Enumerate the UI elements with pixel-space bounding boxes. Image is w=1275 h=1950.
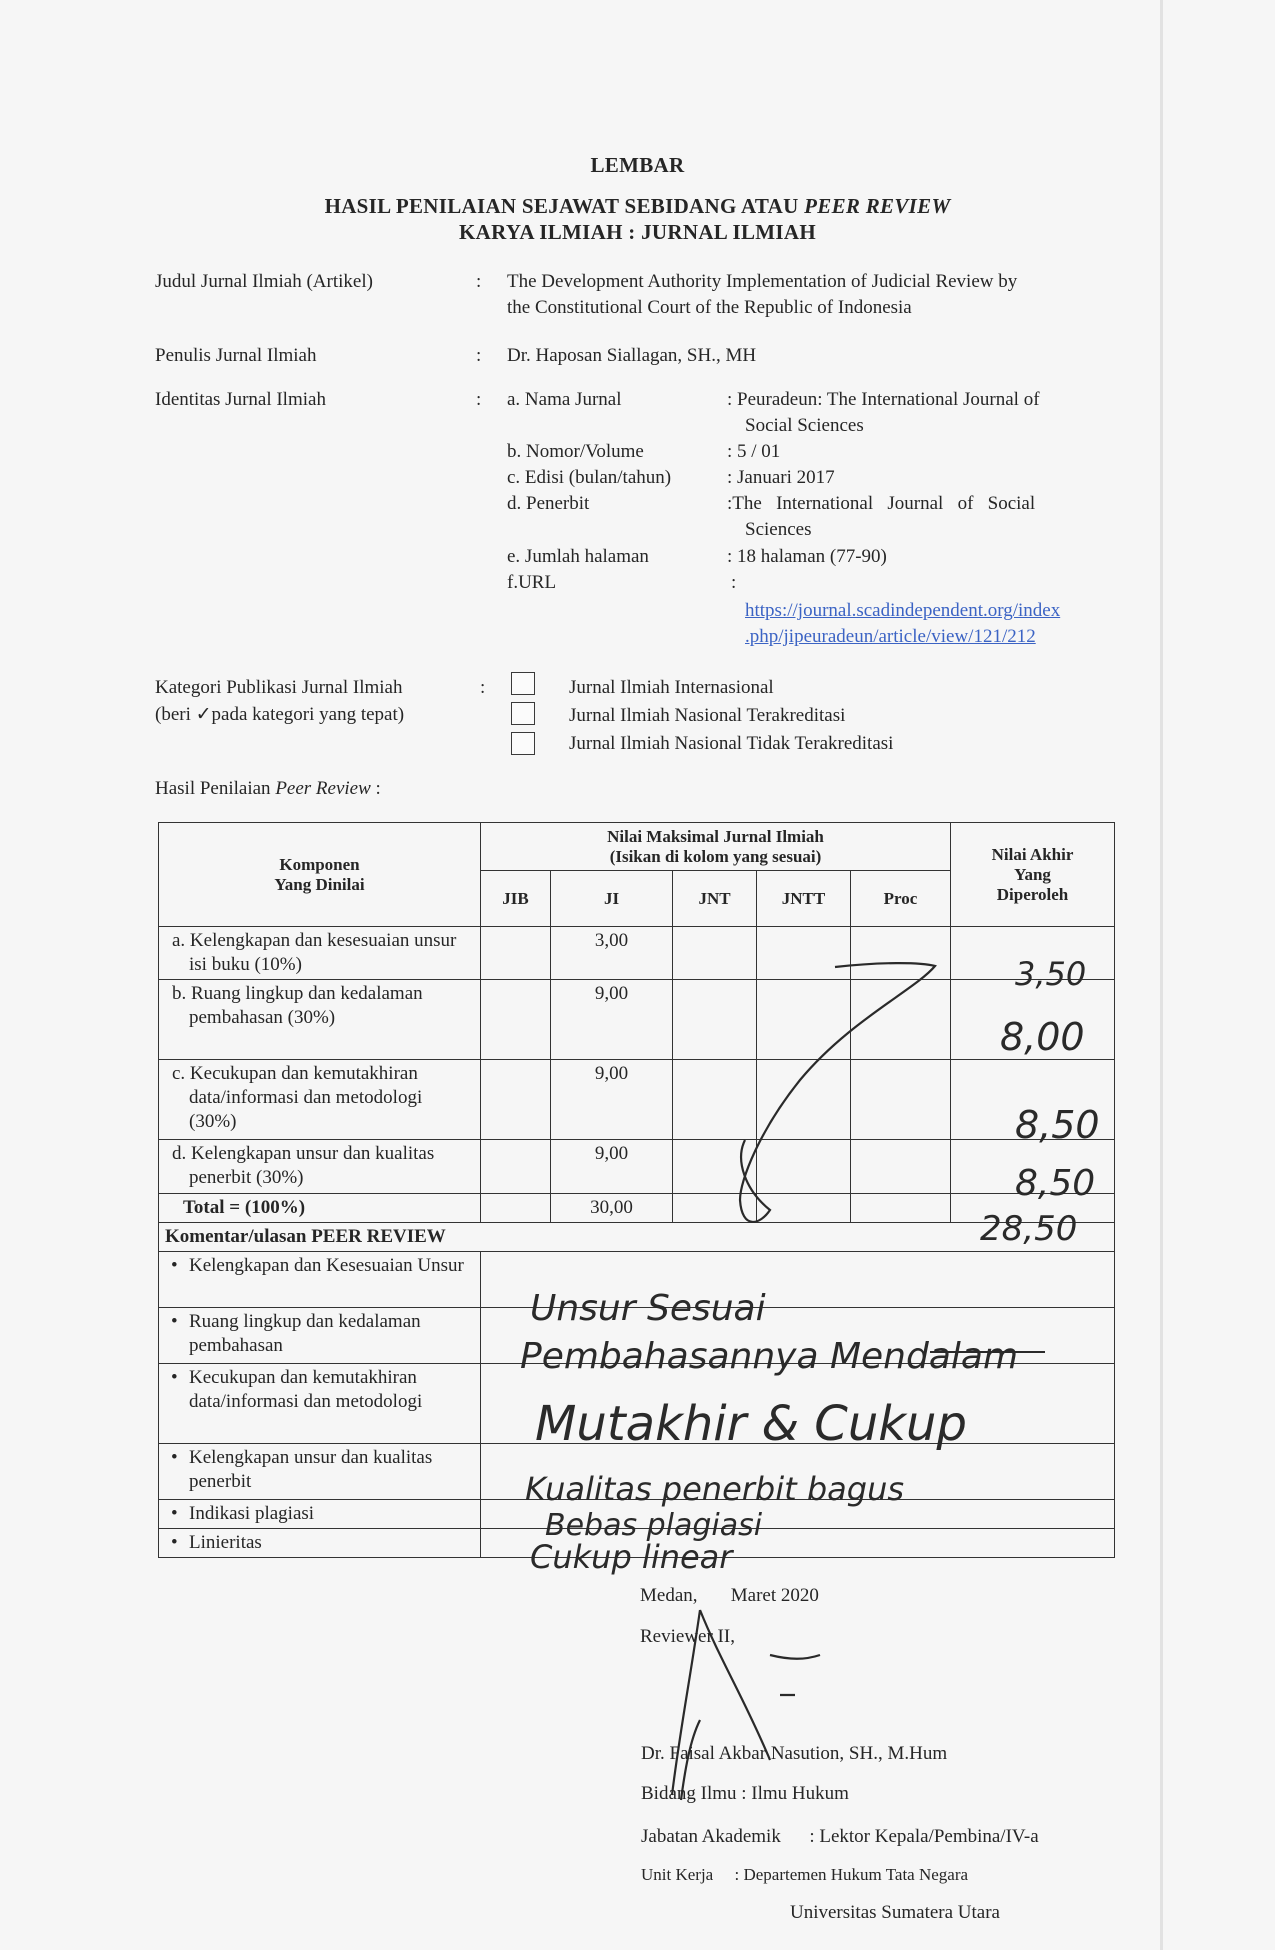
identitas-a-label: a. Nama Jurnal: [507, 389, 622, 410]
komentar-label-1: • Kelengkapan dan Kesesuaian Unsur: [165, 1254, 474, 1278]
komentar-header: Komentar/ulasan PEER REVIEW: [159, 1223, 1115, 1252]
subheader-jnt: JNT: [673, 871, 757, 927]
bidang-ilmu: Bidang Ilmu : Ilmu Hukum: [641, 1783, 849, 1804]
table-row: [159, 1140, 1115, 1194]
reviewer-name: Dr. Faisal Akbar Nasution, SH., M.Hum: [641, 1743, 948, 1764]
checkbox-internasional[interactable]: [511, 672, 535, 695]
identitas-e-label: e. Jumlah halaman: [507, 546, 649, 567]
komentar-row: [159, 1500, 1115, 1529]
handwritten-komentar-6: Cukup linear: [530, 1538, 733, 1576]
kategori-colon: :: [480, 677, 486, 698]
komentar-label-2: • Ruang lingkup dan kedalaman pembahasan: [165, 1310, 474, 1358]
doc-title-lembar: LEMBAR: [590, 153, 685, 177]
handwritten-nilai-b: 8,00: [1000, 1015, 1085, 1059]
handwritten-nilai-a: 3,50: [1015, 955, 1087, 993]
doc-title-karya: KARYA ILMIAH : JURNAL ILMIAH: [459, 220, 816, 244]
kategori-option-3: Jurnal Ilmiah Nasional Tidak Terakreditasi: [569, 733, 894, 754]
subheader-jib: JIB: [481, 871, 551, 927]
handwritten-total: 28,50: [980, 1209, 1078, 1249]
kategori-option-1: Jurnal Ilmiah Internasional: [569, 677, 774, 698]
komentar-row: [159, 1529, 1115, 1558]
row-ji-c: 9,00: [551, 1060, 673, 1140]
kategori-option-2: Jurnal Ilmiah Nasional Terakreditasi: [569, 705, 846, 726]
nilai-maksimal-header: Nilai Maksimal Jurnal Ilmiah (Isikan di kolom yang sesuai): [481, 823, 951, 871]
kategori-label-line2: (beri ✓pada kategori yang tepat): [155, 704, 405, 725]
table-row: [159, 980, 1115, 1060]
identitas-f-label: f.URL: [507, 572, 557, 593]
total-label: Total = (100%): [159, 1194, 481, 1223]
checkbox-nasional-terakreditasi[interactable]: [511, 702, 535, 725]
universitas: Universitas Sumatera Utara: [790, 1902, 1000, 1923]
judul-label: Judul Jurnal Ilmiah (Artikel): [155, 271, 373, 292]
journal-url-line2[interactable]: .php/jipeuradeun/article/view/121/212: [745, 626, 1036, 647]
judul-colon: :: [476, 271, 482, 292]
handwritten-komentar-2: Pembahasannya Mendalam: [520, 1336, 1019, 1377]
identitas-d-value1: :The International Journal of Social: [727, 493, 1036, 514]
komentar-label-3: • Kecukupan dan kemutakhiran data/informasi dan metodologi: [165, 1366, 474, 1414]
row-label-d: d. Kelengkapan unsur dan kualitas penerbit (30%): [172, 1143, 435, 1188]
subheader-proc: Proc: [851, 871, 951, 927]
judul-value-line1: The Development Authority Implementation of Judicial Review by: [507, 271, 1018, 292]
jabatan-akademik: Jabatan Akademik : Lektor Kepala/Pembina/IV-a: [641, 1826, 1039, 1847]
row-ji-d: 9,00: [551, 1140, 673, 1194]
handwritten-komentar-4: Kualitas penerbit bagus: [525, 1470, 905, 1508]
identitas-f-colon: :: [731, 572, 737, 593]
subheader-ji: JI: [551, 871, 673, 927]
handwritten-komentar-1: Unsur Sesuai: [530, 1288, 766, 1329]
komentar-label-5: • Indikasi plagiasi: [165, 1502, 474, 1526]
komentar-row: [159, 1364, 1115, 1444]
doc-title-hasil: HASIL PENILAIAN SEJAWAT SEBIDANG ATAU PEER REVIEW: [324, 194, 951, 218]
journal-url-line1[interactable]: https://journal.scadindependent.org/index: [745, 600, 1061, 621]
identitas-label: Identitas Jurnal Ilmiah: [155, 389, 326, 410]
komponen-header: Komponen Yang Dinilai: [159, 823, 481, 927]
row-label-b: b. Ruang lingkup dan kedalaman pembahasan (30%): [172, 983, 423, 1028]
review-table: [158, 822, 1115, 1558]
handwritten-nilai-d: 8,50: [1015, 1163, 1096, 1204]
komentar-label-6: • Linieritas: [165, 1531, 474, 1555]
nilai-akhir-header: Nilai Akhir Yang Diperoleh: [951, 823, 1115, 927]
table-row: [159, 1060, 1115, 1140]
scan-edge: [1160, 0, 1163, 1950]
kategori-label-line1: Kategori Publikasi Jurnal Ilmiah: [155, 677, 403, 698]
identitas-e-value: : 18 halaman (77-90): [727, 546, 887, 567]
hasil-label: Hasil Penilaian Peer Review :: [155, 778, 381, 799]
identitas-b-label: b. Nomor/Volume: [507, 441, 644, 462]
judul-value-line2: the Constitutional Court of the Republic of Indonesia: [507, 297, 912, 318]
place-date: Medan, Maret 2020: [640, 1585, 819, 1606]
row-ji-b: 9,00: [551, 980, 673, 1060]
identitas-d-value2: Sciences: [745, 519, 812, 540]
checkbox-nasional-tidak-terakreditasi[interactable]: [511, 732, 535, 755]
identitas-c-label: c. Edisi (bulan/tahun): [507, 467, 672, 488]
komentar-row: [159, 1308, 1115, 1364]
penulis-colon: :: [476, 345, 482, 366]
handwritten-nilai-c: 8,50: [1015, 1103, 1100, 1147]
identitas-colon: :: [476, 389, 482, 410]
identitas-c-value: : Januari 2017: [727, 467, 835, 488]
identitas-a-value1: : Peuradeun: The International Journal of: [727, 389, 1040, 410]
total-row: [159, 1194, 1115, 1223]
komentar-row: [159, 1444, 1115, 1500]
subheader-jntt: JNTT: [757, 871, 851, 927]
identitas-d-label: d. Penerbit: [507, 493, 590, 514]
identitas-b-value: : 5 / 01: [727, 441, 781, 462]
total-ji: 30,00: [551, 1194, 673, 1223]
row-label-a: a. Kelengkapan dan kesesuaian unsur isi buku (10%): [172, 930, 457, 975]
identitas-a-value2: Social Sciences: [745, 415, 864, 436]
penulis-value: Dr. Haposan Siallagan, SH., MH: [507, 345, 757, 366]
reviewer-label: Reviewer II,: [640, 1626, 735, 1647]
table-row: [159, 927, 1115, 980]
unit-kerja: Unit Kerja : Departemen Hukum Tata Negara: [641, 1865, 969, 1884]
row-ji-a: 3,00: [551, 927, 673, 980]
penulis-label: Penulis Jurnal Ilmiah: [155, 345, 317, 366]
handwritten-komentar-3: Mutakhir & Cukup: [535, 1396, 967, 1452]
komentar-row: [159, 1252, 1115, 1308]
handwritten-komentar-5: Bebas plagiasi: [545, 1508, 763, 1543]
komentar-label-4: • Kelengkapan unsur dan kualitas penerbit: [165, 1446, 474, 1494]
row-label-c: c. Kecukupan dan kemutakhiran data/informasi dan metodologi (30%): [172, 1063, 423, 1132]
